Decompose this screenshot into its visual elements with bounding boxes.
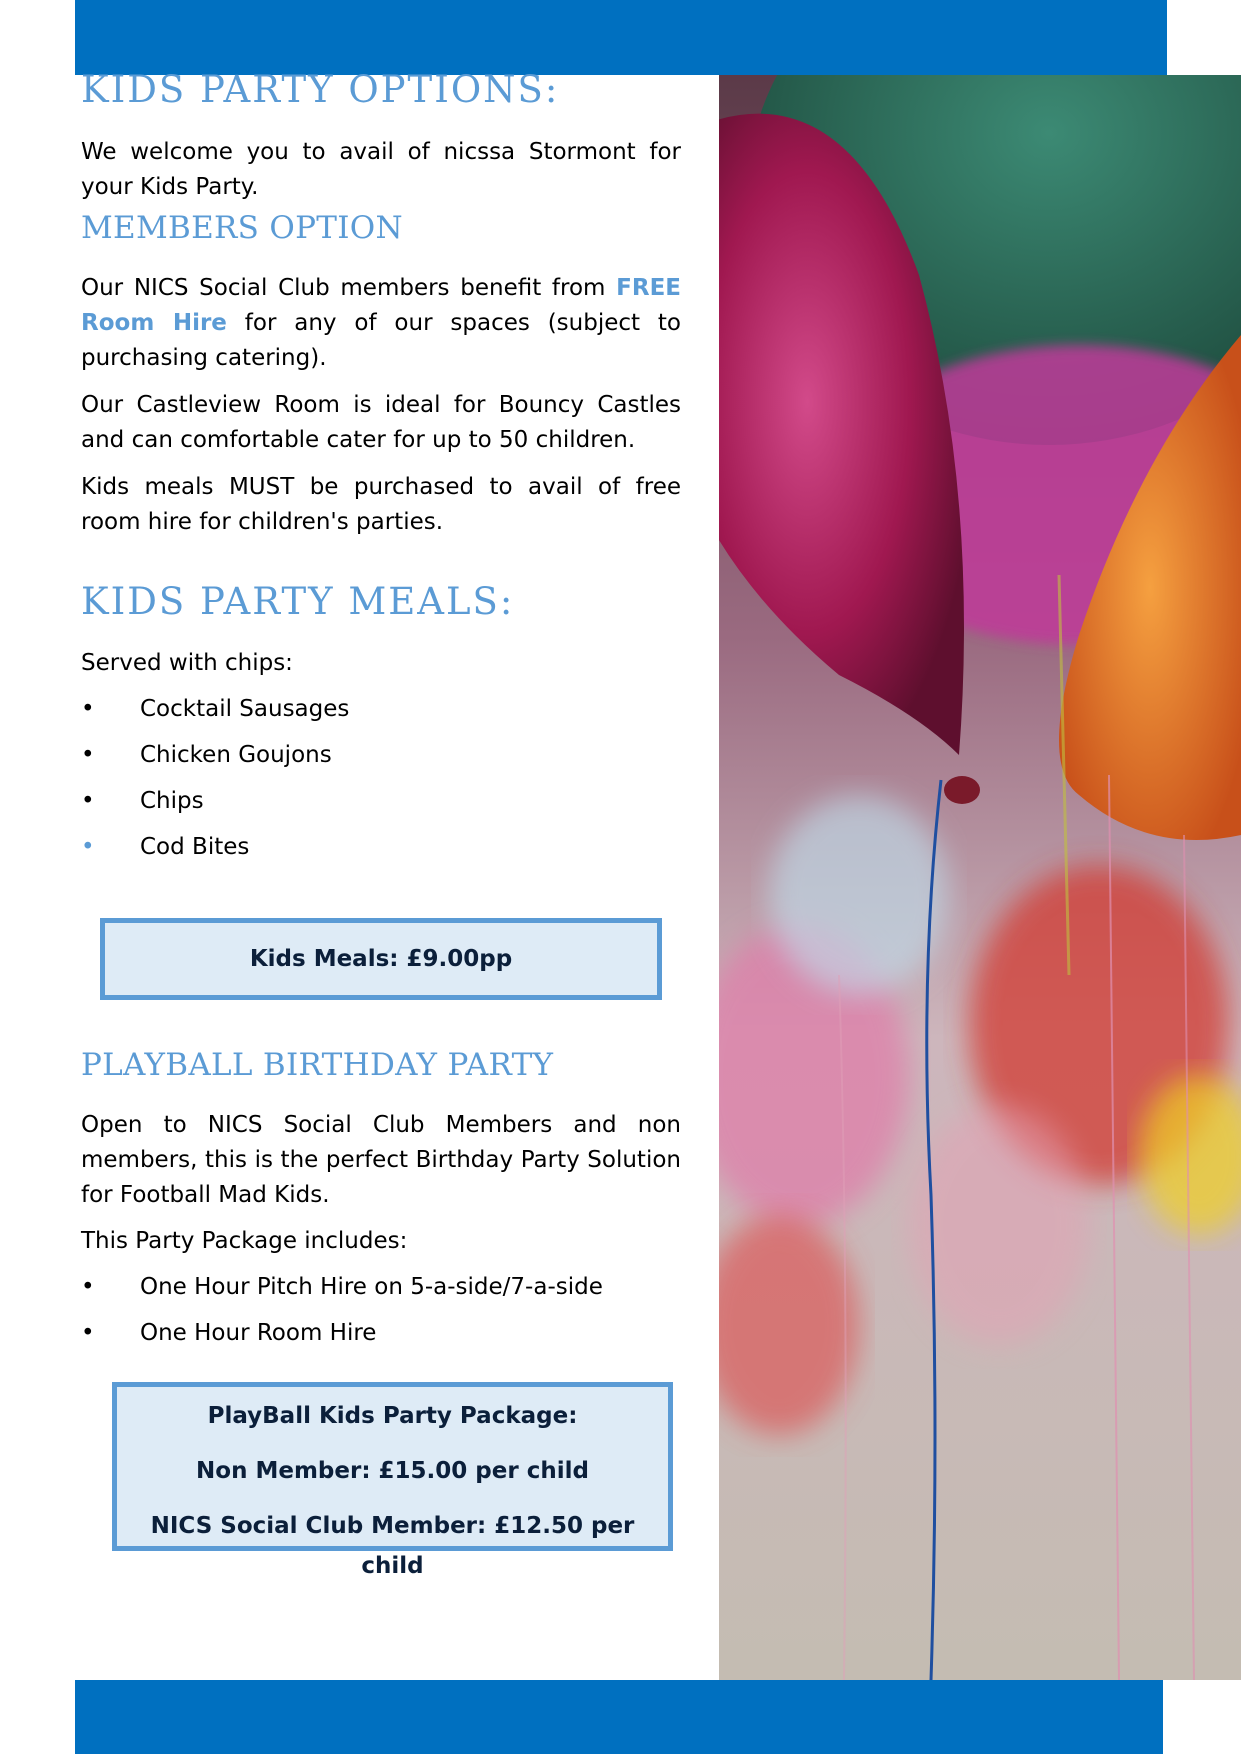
list-item: • One Hour Pitch Hire on 5-a-side/7-a-side [81,1274,603,1300]
non-member-price: Non Member: £15.00 per child [196,1458,589,1484]
kids-meals-price: Kids Meals: £9.00pp [249,946,513,972]
header-bar [75,0,1167,75]
footer-bar [75,1680,1163,1754]
playball-heading: PLAYBALL BIRTHDAY PARTY [81,1047,554,1083]
kids-meals-price-box [100,918,662,1000]
playball-box-title: PlayBall Kids Party Package: [207,1403,578,1429]
free-room-hire-highlight: FREE Room Hire [81,275,681,336]
meals-list [81,692,681,876]
list-item: • One Hour Room Hire [81,1320,377,1346]
package-includes-text: This Party Package includes: [81,1228,408,1254]
list-item: • Chicken Goujons [81,742,332,768]
member-price: NICS Social Club Member: £12.50 per child [150,1513,635,1579]
members-heading: MEMBERS OPTION [81,210,403,246]
playball-description: Open to NICS Social Club Members and non members, this is the perfect Birthday Party Solution for Football Mad Kids. [81,1112,681,1208]
served-with-text: Served with chips: [81,650,293,676]
list-item: • Cocktail Sausages [81,696,350,722]
page-title: KIDS PARTY OPTIONS: [81,68,560,111]
package-list [81,1270,681,1362]
kids-meals-notice: Kids meals MUST be purchased to avail of free room hire for children's parties. [81,474,681,535]
list-item: • Chips [81,788,204,814]
balloons-image [719,75,1241,1680]
castleview-paragraph: Our Castleview Room is ideal for Bouncy Castles and can comfortable cater for up to 50 children. [81,392,681,453]
list-item: • Cod Bites [81,834,250,860]
members-paragraph: Our NICS Social Club members benefit from FREE Room Hire for any of our spaces (subject to purchasing catering). [81,275,681,371]
meals-heading: KIDS PARTY MEALS: [81,580,515,623]
playball-price-box [112,1382,673,1579]
intro-text: We welcome you to avail of nicssa Stormont for your Kids Party. [81,139,681,200]
